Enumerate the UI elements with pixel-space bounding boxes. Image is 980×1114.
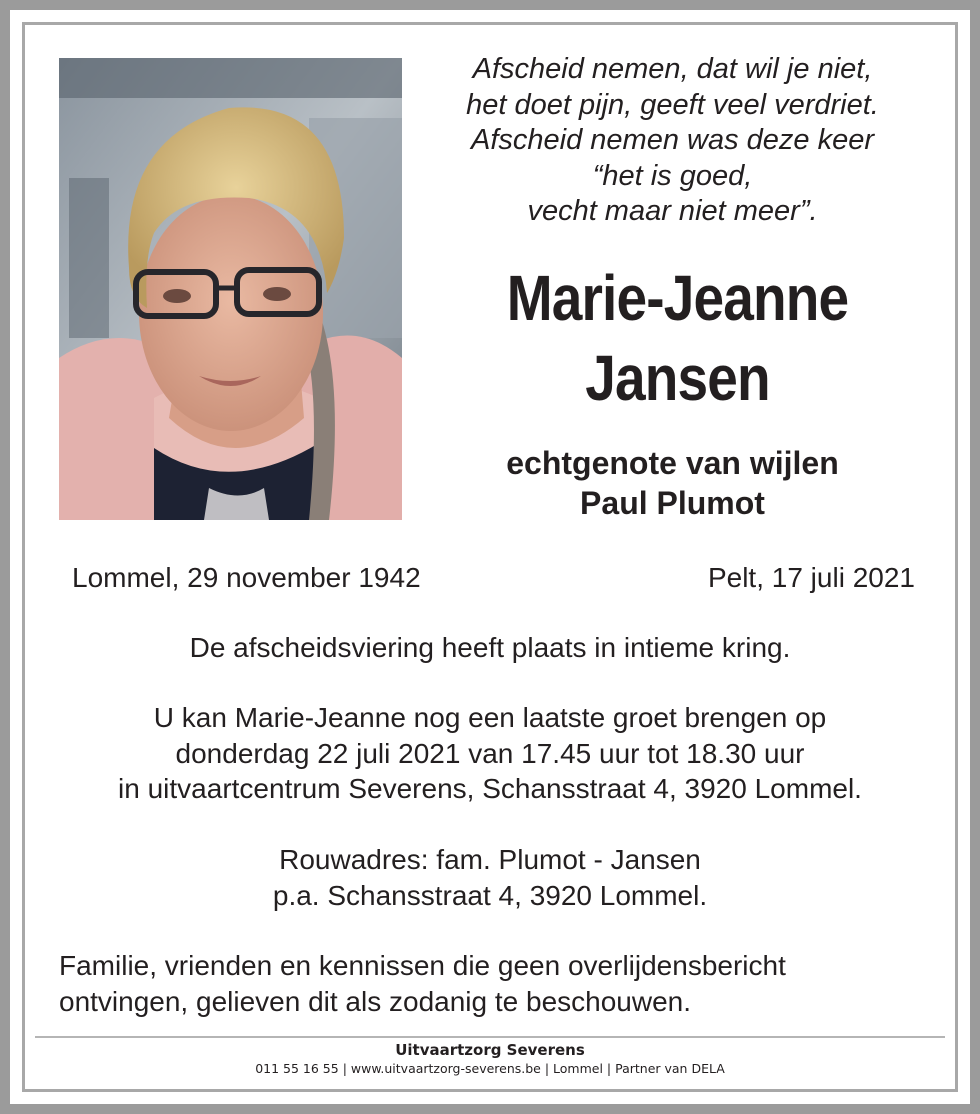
poem-line: “het is goed, [592,159,753,192]
portrait-photo [59,58,402,520]
poem-line: vecht maar niet meer”. [527,195,818,227]
funeral-company-name: Uitvaartzorg Severens [395,1041,585,1059]
mourning-address [40,842,940,913]
footer-divider [35,1036,945,1038]
address-line: Rouwadres: fam. Plumot - Jansen [279,844,701,875]
ceremony-text: De afscheidsviering heeft plaats in intieme kring. [189,632,791,663]
funeral-company-contact: 011 55 16 55 | www.uitvaartzorg-severens.be | Lommel | Partner van DELA [255,1061,725,1076]
closing-line: Familie, vrienden en kennissen die geen overlijdensbericht [59,950,786,981]
poem-line: Afscheid nemen, dat wil je niet, [472,53,873,85]
dates-row [72,558,915,598]
poem-line: het doet pijn, geeft veel verdriet. [466,88,879,121]
last-name: Jansen [585,342,770,414]
closing-note [59,948,919,1020]
relation-line: echtgenote van wijlen [506,445,839,481]
poem [440,52,905,230]
first-name: Marie-Jeanne [506,262,849,334]
visitation-line: in uitvaartcentrum Severens, Schansstraat 4, 3920 Lommel. [118,773,862,804]
death-place-date: Pelt, 17 juli 2021 [707,562,915,593]
ceremony-notice [40,630,940,666]
deceased-name [473,258,882,418]
visitation-line: U kan Marie-Jeanne nog een laatste groet brengen op [153,702,827,733]
poem-line: Afscheid nemen was deze keer [471,124,874,156]
birth-place-date: Lommel, 29 november 1942 [72,562,421,593]
visitation-notice [40,700,940,807]
spouse-info [440,443,905,523]
closing-line: ontvingen, gelieven dit als zodanig te beschouwen. [59,986,691,1017]
visitation-line: donderdag 22 juli 2021 van 17.45 uur tot 18.30 uur [175,737,805,769]
spouse-name: Paul Plumot [580,485,765,521]
address-line: p.a. Schansstraat 4, 3920 Lommel. [272,879,708,911]
